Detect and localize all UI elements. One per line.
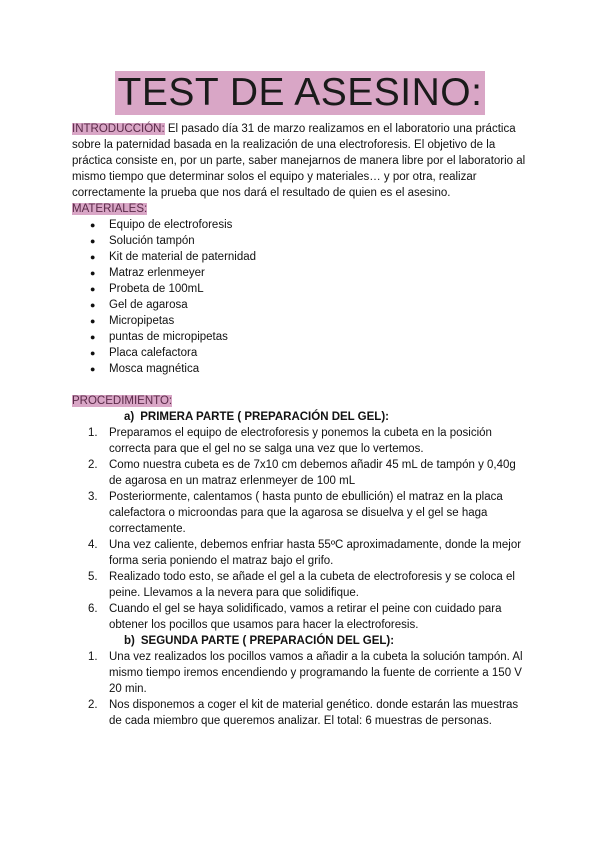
list-item: ● Gel de agarosa xyxy=(109,297,530,313)
materials-heading-line xyxy=(72,201,530,217)
step-text: Una vez realizados los pocillos vamos a añadir a la cubeta la solución tampón. Al mismo tiempo iremos encendiendo y programando la fuente de corriente a 150 V 20 min. xyxy=(109,651,523,695)
step-number: 2. xyxy=(88,459,98,471)
list-item xyxy=(88,457,530,489)
section-spacer xyxy=(72,377,530,393)
page-title: TEST DE ASESINO: xyxy=(115,71,486,115)
list-item: ● Micropipetas xyxy=(109,313,530,329)
step-text: Cuando el gel se haya solidificado, vamos a retirar el peine con cuidado para obtener los pocillos que usamos para hacer la electroforesis. xyxy=(109,603,502,631)
step-number: 6. xyxy=(88,603,98,615)
part2-steps xyxy=(72,649,530,729)
list-item xyxy=(88,537,530,569)
list-item: ● Placa calefactora xyxy=(109,345,530,361)
list-item: ● Kit de material de paternidad xyxy=(109,249,530,265)
list-item xyxy=(88,649,530,697)
list-item xyxy=(88,569,530,601)
step-number: 2. xyxy=(88,699,98,711)
document-body xyxy=(72,121,530,729)
list-item xyxy=(88,489,530,537)
intro-heading: INTRODUCCIÓN: xyxy=(72,123,165,135)
materials-heading: MATERIALES: xyxy=(72,203,148,215)
part1-heading xyxy=(72,409,530,425)
list-item: ● Solución tampón xyxy=(109,233,530,249)
step-text: Como nuestra cubeta es de 7x10 cm debemos añadir 45 mL de tampón y 0,40g de agarosa en un matraz erlenmeyer de 100 mL xyxy=(109,459,516,487)
step-number: 1. xyxy=(88,651,98,663)
step-text: Una vez caliente, debemos enfriar hasta 55ºC aproximadamente, donde la mejor forma seria poniendo el matraz bajo el grifo. xyxy=(109,539,522,567)
step-text: Preparamos el equipo de electroforesis y ponemos la cubeta en la posición correcta para que el gel no se salga una vez que lo vertemos. xyxy=(109,427,492,455)
part1-steps xyxy=(72,425,530,633)
part1-title: PRIMERA PARTE ( PREPARACIÓN DEL GEL): xyxy=(140,411,389,423)
step-text: Nos disponemos a coger el kit de material genético. donde estarán las muestras de cada miembro que queremos analizar. El total: 6 muestras de personas. xyxy=(109,699,519,727)
title-container xyxy=(0,71,600,115)
step-number: 5. xyxy=(88,571,98,583)
list-item: ● Mosca magnética xyxy=(109,361,530,377)
list-item xyxy=(88,601,530,633)
step-number: 1. xyxy=(88,427,98,439)
materials-list xyxy=(72,217,530,377)
list-item: ● Matraz erlenmeyer xyxy=(109,265,530,281)
list-item xyxy=(88,425,530,457)
list-item xyxy=(88,697,530,729)
list-item: ● Equipo de electroforesis xyxy=(109,217,530,233)
part1-letter: a) xyxy=(124,411,135,423)
list-item: ● puntas de micropipetas xyxy=(109,329,530,345)
procedure-heading: PROCEDIMIENTO: xyxy=(72,395,173,407)
step-text: Realizado todo esto, se añade el gel a la cubeta de electroforesis y se coloca el peine. Llevamos a la nevera para que solidifique. xyxy=(109,571,515,599)
part2-title: SEGUNDA PARTE ( PREPARACIÓN DEL GEL): xyxy=(140,635,395,647)
step-number: 3. xyxy=(88,491,98,503)
step-text: Posteriormente, calentamos ( hasta punto de ebullición) el matraz en la placa calefactora o microondas para que la agarosa se disuelva y el gel se haga correctamente. xyxy=(109,491,503,535)
part2-heading xyxy=(72,633,530,649)
step-number: 4. xyxy=(88,539,98,551)
part2-letter: b) xyxy=(124,635,135,647)
list-item: ● Probeta de 100mL xyxy=(109,281,530,297)
procedure-heading-line xyxy=(72,393,530,409)
intro-text: El pasado día 31 de marzo realizamos en el laboratorio una práctica sobre la paternidad basada en la realización de una electroforesis. El objetivo de la práctica consiste en, por un parte, saber manejarnos de manera libre por el laboratorio al mismo tiempo que determinar solos el equipo y materiales… y por otra, realizar correctamente la prueba que nos dará el resultado de quien es el asesino. xyxy=(72,123,526,199)
intro-paragraph xyxy=(72,121,530,201)
